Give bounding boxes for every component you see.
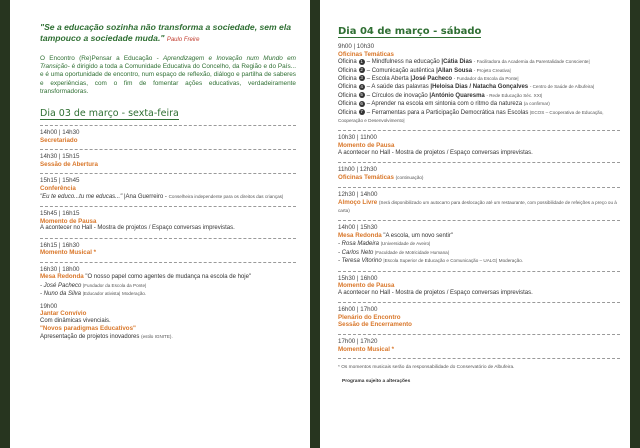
slot-event: Momento de Pausa: [40, 217, 97, 225]
slot-event: Conferência: [40, 184, 76, 192]
divider: [338, 334, 620, 335]
schedule-slot: [40, 266, 296, 299]
slot-time: 15h30 | 16h00: [338, 274, 378, 282]
left-column: [0, 0, 310, 448]
schedule-slot: [338, 134, 620, 157]
divider: [338, 358, 620, 359]
slot-event: Momento de Pausa: [338, 282, 395, 290]
slot-time: 19h00: [40, 302, 58, 310]
divider: [338, 162, 620, 163]
panel-member: - Nuno da Silva |Educador ativista| Moderação.: [40, 291, 147, 298]
slot-text: A acontecer no Hall - Mostra de projetos / Espaço conversas imprevistas.: [338, 149, 533, 156]
slot-text: Mesa Redonda "O nosso papel como agentes de mudança na escola de hoje": [40, 273, 252, 281]
slot-time: 15h15 | 15h45: [40, 177, 80, 185]
divider: [40, 262, 296, 263]
slot-event: Momento Musical *: [338, 345, 395, 353]
footnote: * Os momentos musicais serão da responsabilidade do Conservatório de Albufeira.: [338, 365, 515, 371]
schedule-slot: [338, 43, 620, 125]
divider: [338, 271, 620, 272]
schedule-slot: [338, 306, 620, 329]
slot-event: Momento Musical *: [40, 249, 97, 257]
slot-time: 16h00 | 17h00: [338, 306, 378, 314]
schedule-slot: [40, 303, 296, 342]
slot-time: 14h30 | 15h15: [40, 153, 80, 161]
workshop-item: Oficina 6 – Aprender na escola em sintonia com o ritmo da natureza (a confirmar): [338, 100, 550, 108]
slot-text: Oficinas Temáticas (continuação): [338, 173, 424, 181]
workshop-item: Oficina 4 – A saúde das palavras |Heloisa Dias / Natacha Gonçalves - Centro de Saúde de Albufeira|: [338, 83, 595, 91]
slot-time: 17h00 | 17h20: [338, 338, 378, 346]
slot-time: 9h00 | 10h30: [338, 43, 375, 50]
schedule-slot: [338, 338, 620, 353]
workshop-item: Oficina 2 – Comunicação autêntica |Allan Sousa - Projeto Creativa|: [338, 67, 511, 74]
divider: [40, 206, 296, 207]
intro-p1: O Encontro (Re)Pensar a Educação -: [40, 55, 159, 62]
slot-time: 14h00 | 14h30: [40, 129, 80, 137]
workshop-item: Oficina 3 – Escola Aberta |José Pacheco - Fundador da Escola da Ponte|: [338, 75, 519, 82]
slot-text: "Eu te educo...tu me educas..." |Ana Guerreiro - Conselheira independente para os direitos das crianças|: [40, 193, 284, 200]
slot-event: Sessão de Encerramento: [338, 321, 412, 329]
quote-author: Paulo Freire: [166, 36, 200, 43]
day2-title: Dia 04 de março - sábado: [338, 26, 482, 37]
slot-time: 12h30 | 14h00: [338, 191, 378, 199]
subject-to-change: Programa sujeito a alterações: [342, 379, 411, 385]
panel-member: - Rosa Madeira |Universidade de Aveiro|: [338, 241, 431, 248]
slot-time: 10h30 | 11h00: [338, 134, 377, 142]
schedule-slot: [40, 153, 296, 168]
intro-italic: Aprendizagem e Inovação num Mundo em Transição-: [40, 55, 296, 71]
workshop-item: Oficina 1 – Mindfulness na educação |Cátia Dias - Facilitadora da Academia da Parentalidade Consciente|: [338, 58, 590, 66]
slot-event: "Novos paradigmas Educativos": [40, 325, 136, 333]
slot-text: Almoço Livre (Será disponibilizado um autocarro para deslocação até um restaurante, com possibilidade de refeições a preço ou à carta): [338, 198, 617, 214]
panel-member: - José Pacheco |Fundador da Escola da Ponte|: [40, 282, 147, 289]
slot-time: 16h30 | 18h00: [40, 265, 80, 273]
slot-text: Com dinâmicas vivenciais.: [40, 317, 111, 324]
divider: [338, 302, 620, 303]
schedule-slot: [40, 129, 296, 144]
schedule-slot: [338, 224, 620, 265]
divider: [338, 130, 620, 131]
schedule-slot: [40, 210, 296, 233]
quote-text: "Se a educação sozinha não transforma a sociedade, sem ela tampouco a sociedade muda.": [40, 22, 292, 43]
divider: [338, 220, 620, 221]
workshop-item: Oficina 5 – Círculos de inovação |António Quaresma - Rede Educação Séc. XXI|: [338, 92, 543, 99]
slot-event: Plenário do Encontro: [338, 313, 401, 321]
schedule-slot: [338, 166, 620, 182]
intro-paragraph: [40, 55, 296, 96]
schedule-slot: [40, 242, 296, 257]
intro-p2: é dirigido a toda a Comunidade Educativa do Concelho, da Região e do País... e é uma oportunidade de encontro, num espaço de reflexão, diálogo e partilha de saberes e experiências, com o fim de fomentar ações educativas, verdadeiramente transformadoras.: [40, 63, 296, 95]
slot-event: Oficinas Temáticas: [338, 50, 394, 58]
right-column: [310, 0, 640, 448]
slot-event: Jantar Convívio: [40, 310, 87, 318]
day1-title: Dia 03 de março - sexta-feira: [40, 108, 179, 120]
schedule-slot: [40, 177, 296, 201]
slot-time: 16h15 | 16h30: [40, 241, 80, 249]
schedule-slot: [338, 191, 620, 215]
slot-text: A acontecer no Hall - Mostra de projetos / Espaço conversas imprevistas.: [40, 225, 235, 232]
slot-text: Apresentação de projetos inovadores (estilo IGNITE).: [40, 333, 173, 340]
divider: [40, 173, 296, 174]
divider: [40, 125, 296, 126]
slot-text: Mesa Redonda "A escola, um novo sentir": [338, 232, 453, 240]
divider: [338, 187, 620, 188]
schedule-slot: [338, 275, 620, 298]
panel-member: - Carlos Neto |Faculdade de Motricidade Humana|: [338, 249, 449, 256]
workshop-item: Oficina 7 – Ferramentas para a Participação Democrática nas Escolas |ECOS – Cooperativa de Educação, Cooperação e Desenvolvimento|: [338, 109, 604, 124]
panel-member: - Teresa Vitorino |Escola Superior de Educação e Comunicação – UALG| Moderação.: [338, 258, 524, 265]
slot-event: Secretariado: [40, 136, 78, 144]
divider: [40, 149, 296, 150]
divider: [40, 238, 296, 239]
slot-time: 15h45 | 16h15: [40, 209, 80, 217]
slot-text: A acontecer no Hall - Mostra de projetos / Espaço conversas imprevistas.: [338, 289, 533, 296]
quote: [40, 22, 296, 45]
slot-time: 14h00 | 15h30: [338, 224, 378, 232]
slot-event: Momento de Pausa: [338, 142, 395, 150]
slot-time: 11h00 | 12h30: [338, 166, 377, 174]
slot-event: Sessão de Abertura: [40, 160, 98, 168]
